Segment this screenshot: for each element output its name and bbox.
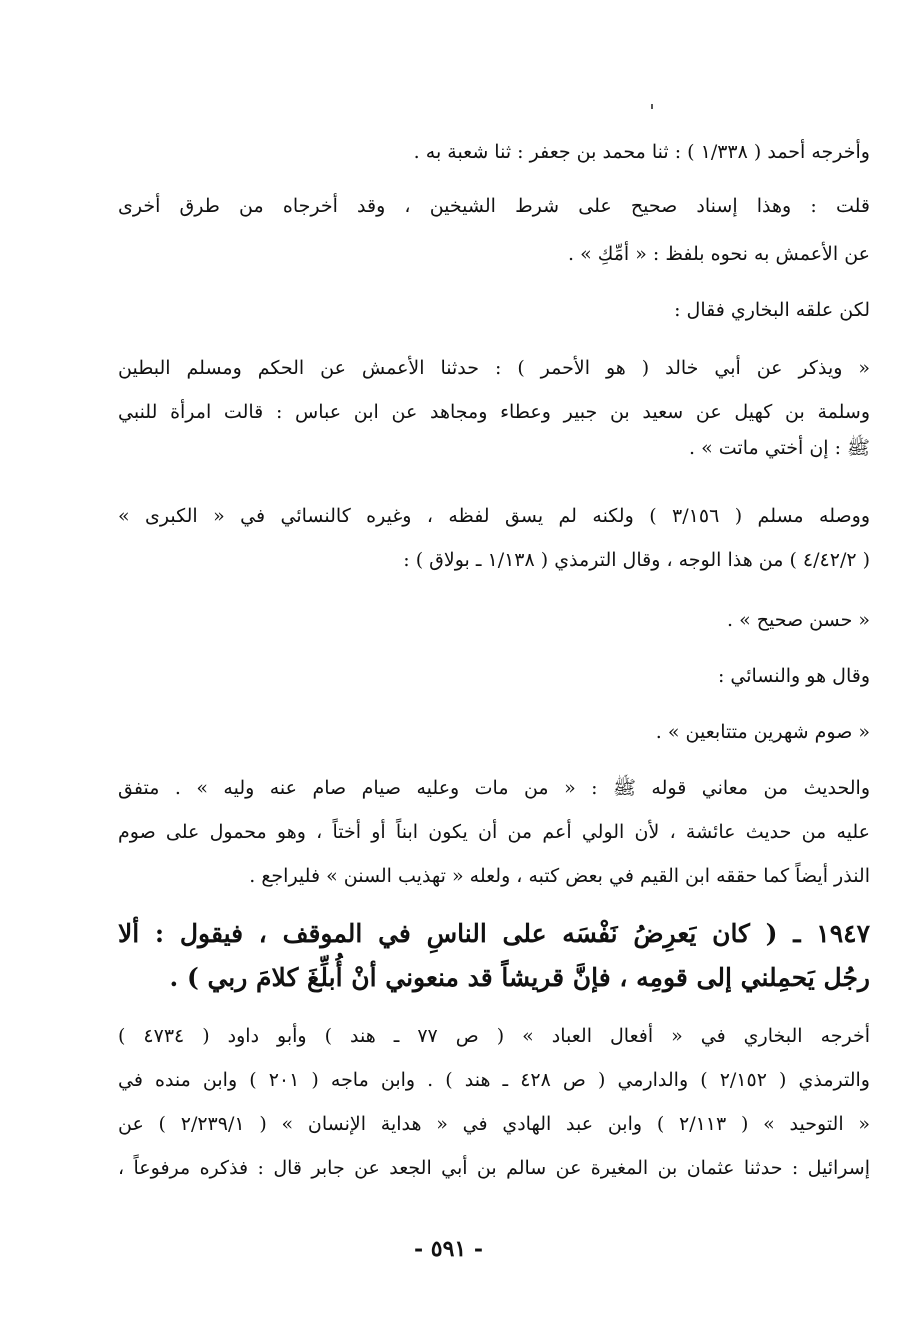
- paragraph-muslim: [118, 502, 870, 574]
- text-line: عليه من حديث عائشة ، لأن الولي أعم من أن يكون ابناً أو أختاً ، وهو محمول على صوم: [118, 821, 870, 843]
- text-line: عن الأعمش به نحوه بلفظ : « أمِّكِ » .: [568, 243, 870, 265]
- paragraph-nasai: [118, 662, 870, 690]
- text-line: وقال هو والنسائي :: [717, 665, 870, 687]
- text-line: إسرائيل : حدثنا عثمان بن المغيرة عن سالم بن أبي الجعد عن جابر قال : فذكره مرفوعاً ،: [118, 1157, 870, 1179]
- text-line: لكن علقه البخاري فقال :: [674, 299, 870, 321]
- text-line: والحديث من معاني قوله ﷺ : « من مات وعليه صيام صام عنه وليه » . متفق: [118, 777, 870, 799]
- text-line: ﷺ : إن أختي ماتت » .: [689, 437, 870, 459]
- text-line: وأخرجه أحمد ( ١/٣٣٨ ) : ثنا محمد بن جعفر : ثنا شعبة به .: [413, 141, 870, 163]
- page-number: - ٥٩١ -: [413, 1236, 484, 1262]
- text-line: أخرجه البخاري في « أفعال العباد » ( ص ٧٧ ـ هند ) وأبو داود ( ٤٧٣٤ ): [118, 1025, 871, 1047]
- text-line: « ويذكر عن أبي خالد ( هو الأحمر ) : حدثنا الأعمش عن الحكم ومسلم البطين: [118, 357, 870, 379]
- paragraph-sawm: [118, 718, 870, 746]
- paragraph-takhrij: [118, 1022, 870, 1182]
- text-line: والترمذي ( ٢/١٥٢ ) والدارمي ( ص ٤٢٨ ـ هند ) . وابن ماجه ( ٢٠١ ) وابن منده في: [118, 1069, 870, 1091]
- ink-speck: [651, 104, 653, 109]
- text-line: قلت : وهذا إسناد صحيح على شرط الشيخين ، وقد أخرجاه من طرق أخرى: [118, 195, 870, 217]
- paragraph-ahmad: [118, 138, 870, 166]
- paragraph-bukhari-ta-liq: [118, 296, 870, 324]
- text-line: « التوحيد » ( ٢/١١٣ ) وابن عبد الهادي في « هداية الإنسان » ( ٢/٢٣٩/١ ) عن: [118, 1113, 871, 1135]
- paragraph-quote-abu-khalid: [118, 354, 870, 462]
- text-line: « حسن صحيح » .: [726, 609, 870, 631]
- text-line: « صوم شهرين متتابعين » .: [655, 721, 870, 743]
- text-line: النذر أيضاً كما حققه ابن القيم في بعض كتبه ، ولعله « تهذيب السنن » فليراجع .: [249, 865, 870, 887]
- text-line: ( ٤/٤٢/٢ ) من هذا الوجه ، وقال الترمذي ( ١/١٣٨ ـ بولاق ) :: [403, 549, 870, 571]
- heading-line: رجُل يَحمِلني إلى قومِه ، فإنَّ قريشاً قد منعوني أنْ أُبلِّغَ كلامَ ربي ) .: [169, 963, 870, 992]
- heading-line: ١٩٤٧ ـ ( كان يَعرِضُ نَفْسَه على الناسِ في الموقف ، فيقول : ألا: [118, 919, 870, 948]
- paragraph-isnad: [118, 192, 870, 268]
- paragraph-hasan-sahih: [118, 606, 870, 634]
- hadith-heading: [118, 914, 870, 998]
- paragraph-hadith-meaning: [118, 774, 870, 890]
- text-line: وسلمة بن كهيل عن سعيد بن جبير وعطاء ومجاهد عن ابن عباس : قالت امرأة للنبي: [118, 401, 870, 423]
- text-line: ووصله مسلم ( ٣/١٥٦ ) ولكنه لم يسق لفظه ، وغيره كالنسائي في « الكبرى »: [118, 505, 870, 527]
